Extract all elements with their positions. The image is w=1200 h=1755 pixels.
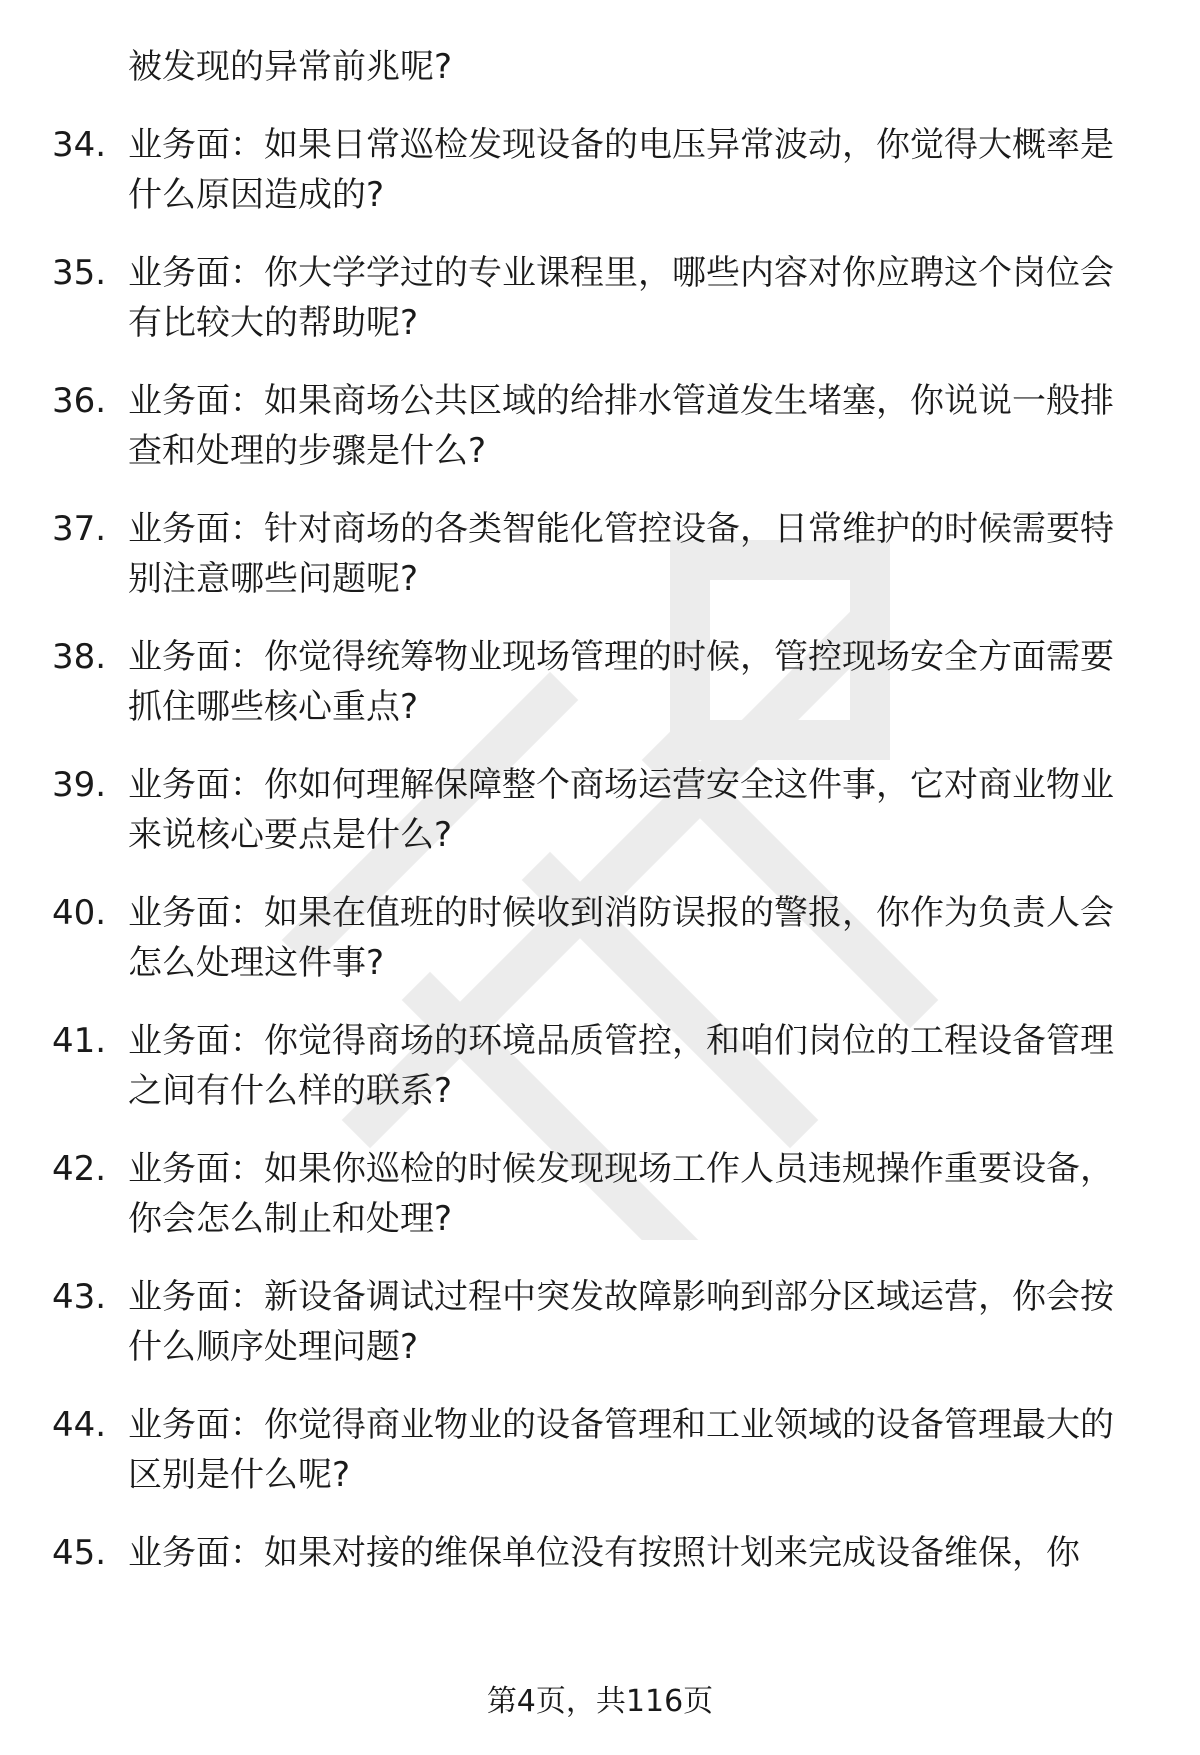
- question-text: 业务面：你觉得商场的环境品质管控，和咱们岗位的工程设备管理之间有什么样的联系?: [128, 1021, 1114, 1111]
- list-item: [0, 120, 1200, 220]
- question-number: 38.: [52, 637, 107, 677]
- list-item: [0, 1400, 1200, 1500]
- list-item: [0, 1272, 1200, 1372]
- question-list: [0, 120, 1200, 1578]
- list-item: [0, 1144, 1200, 1244]
- question-number: 42.: [52, 1149, 107, 1189]
- question-content: [0, 42, 1200, 1578]
- question-text: 业务面：如果对接的维保单位没有按照计划来完成设备维保，你: [128, 1533, 1080, 1573]
- list-item: [0, 504, 1200, 604]
- list-item: [0, 376, 1200, 476]
- question-number: 43.: [52, 1277, 107, 1317]
- question-text: 业务面：如果在值班的时候收到消防误报的警报，你作为负责人会怎么处理这件事?: [128, 893, 1114, 983]
- list-item: [0, 888, 1200, 988]
- question-text: 业务面：如果商场公共区域的给排水管道发生堵塞，你说说一般排查和处理的步骤是什么?: [128, 381, 1114, 471]
- question-text: 业务面：如果你巡检的时候发现现场工作人员违规操作重要设备，你会怎么制止和处理?: [128, 1149, 1114, 1239]
- list-item: [0, 1528, 1200, 1578]
- question-number: 39.: [52, 765, 107, 805]
- question-number: 41.: [52, 1021, 107, 1061]
- list-item: [0, 760, 1200, 860]
- continuation-text: 被发现的异常前兆呢?: [128, 47, 453, 87]
- list-item: [0, 632, 1200, 732]
- question-number: 37.: [52, 509, 107, 549]
- question-number: 44.: [52, 1405, 107, 1445]
- question-text: 业务面：如果日常巡检发现设备的电压异常波动，你觉得大概率是什么原因造成的?: [128, 125, 1114, 215]
- question-text: 业务面：你觉得统筹物业现场管理的时候，管控现场安全方面需要抓住哪些核心重点?: [128, 637, 1114, 727]
- list-item: [0, 248, 1200, 348]
- question-text: 业务面：新设备调试过程中突发故障影响到部分区域运营，你会按什么顺序处理问题?: [128, 1277, 1114, 1367]
- question-text: 业务面：你觉得商业物业的设备管理和工业领域的设备管理最大的区别是什么呢?: [128, 1405, 1114, 1495]
- list-item: [0, 1016, 1200, 1116]
- page-footer: 第4页，共116页: [486, 1684, 714, 1719]
- question-number: 35.: [52, 253, 107, 293]
- question-number: 40.: [52, 893, 107, 933]
- question-number: 36.: [52, 381, 107, 421]
- question-text: 业务面：针对商场的各类智能化管控设备，日常维护的时候需要特别注意哪些问题呢?: [128, 509, 1114, 599]
- question-number: 34.: [52, 125, 107, 165]
- question-text: 业务面：你如何理解保障整个商场运营安全这件事，它对商业物业来说核心要点是什么?: [128, 765, 1114, 855]
- question-text: 业务面：你大学学过的专业课程里，哪些内容对你应聘这个岗位会有比较大的帮助呢?: [128, 253, 1114, 343]
- question-number: 45.: [52, 1533, 107, 1573]
